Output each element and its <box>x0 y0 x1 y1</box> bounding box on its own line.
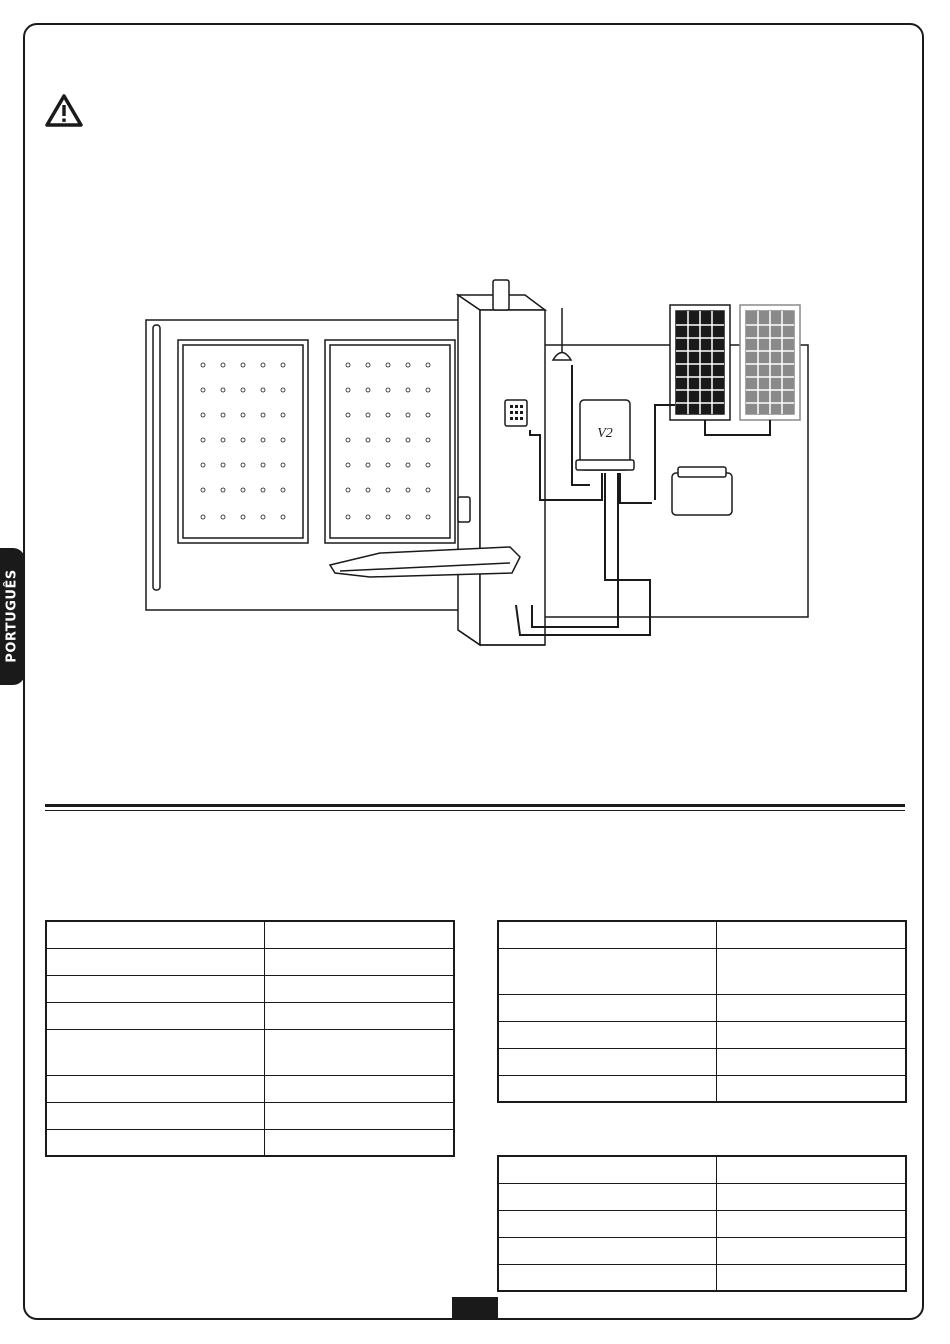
table-row <box>498 1237 906 1264</box>
table-cell-label <box>46 1075 264 1102</box>
table-cell-value <box>264 975 454 1002</box>
spec-table-right-bottom <box>497 1155 907 1292</box>
table-cell-value <box>716 921 906 948</box>
table-cell-label <box>46 948 264 975</box>
table-cell-label <box>498 1156 716 1183</box>
battery-box <box>672 467 732 515</box>
gate-post <box>458 295 545 645</box>
table-row <box>498 1210 906 1237</box>
table-cell-label <box>46 1102 264 1129</box>
table-cell-value <box>716 1048 906 1075</box>
language-tab-label: PORTUGUÊS <box>4 569 20 663</box>
table-row <box>46 921 454 948</box>
table-cell-label <box>498 1048 716 1075</box>
photocell <box>458 497 470 522</box>
table-cell-value <box>716 948 906 994</box>
table-row <box>46 1002 454 1029</box>
table-row <box>46 1102 454 1129</box>
table-row <box>498 1075 906 1102</box>
table-cell-label <box>498 1075 716 1102</box>
table-cell-label <box>46 1029 264 1075</box>
table-cell-label <box>46 1002 264 1029</box>
table-cell-value <box>716 1156 906 1183</box>
table-row <box>498 1021 906 1048</box>
table-cell-label <box>498 921 716 948</box>
spec-table-left-body <box>46 921 454 1156</box>
table-cell-label <box>46 1129 264 1156</box>
table-cell-value <box>264 948 454 975</box>
table-row <box>498 1264 906 1291</box>
table-cell-value <box>716 1075 906 1102</box>
table-cell-value <box>264 1075 454 1102</box>
section-rule-thin <box>45 810 905 811</box>
table-row <box>498 1183 906 1210</box>
installation-diagram <box>140 275 820 665</box>
table-cell-label <box>498 1210 716 1237</box>
section-rule <box>45 804 905 807</box>
table-cell-value <box>264 1102 454 1129</box>
table-row <box>498 1048 906 1075</box>
table-cell-value <box>264 1029 454 1075</box>
flashing-light <box>493 280 509 310</box>
table-row <box>46 948 454 975</box>
spec-table-right-top <box>497 920 907 1103</box>
table-cell-label <box>498 1237 716 1264</box>
table-row <box>46 1075 454 1102</box>
antenna <box>553 308 571 360</box>
table-cell-label <box>498 1264 716 1291</box>
table-row <box>46 1129 454 1156</box>
table-cell-value <box>716 1183 906 1210</box>
table-cell-value <box>716 1264 906 1291</box>
table-cell-value <box>716 1237 906 1264</box>
table-cell-value <box>264 921 454 948</box>
warning-icon <box>45 94 83 128</box>
table-cell-label <box>46 975 264 1002</box>
table-row <box>498 994 906 1021</box>
table-row <box>46 1029 454 1075</box>
spec-table-right-bottom-body <box>498 1156 906 1291</box>
page-number-box <box>452 1297 498 1319</box>
table-cell-value <box>716 1210 906 1237</box>
table-row <box>498 1156 906 1183</box>
table-row <box>498 921 906 948</box>
controller-logo: V2 <box>597 426 613 441</box>
table-cell-value <box>264 1129 454 1156</box>
table-cell-label <box>498 1021 716 1048</box>
table-cell-label <box>498 994 716 1021</box>
spec-table-right-top-body <box>498 921 906 1102</box>
table-cell-label <box>46 921 264 948</box>
spec-table-left <box>45 920 455 1157</box>
table-cell-label <box>498 948 716 994</box>
table-cell-value <box>716 994 906 1021</box>
table-row <box>498 948 906 994</box>
table-cell-label <box>498 1183 716 1210</box>
table-row <box>46 975 454 1002</box>
table-cell-value <box>264 1002 454 1029</box>
table-cell-value <box>716 1021 906 1048</box>
